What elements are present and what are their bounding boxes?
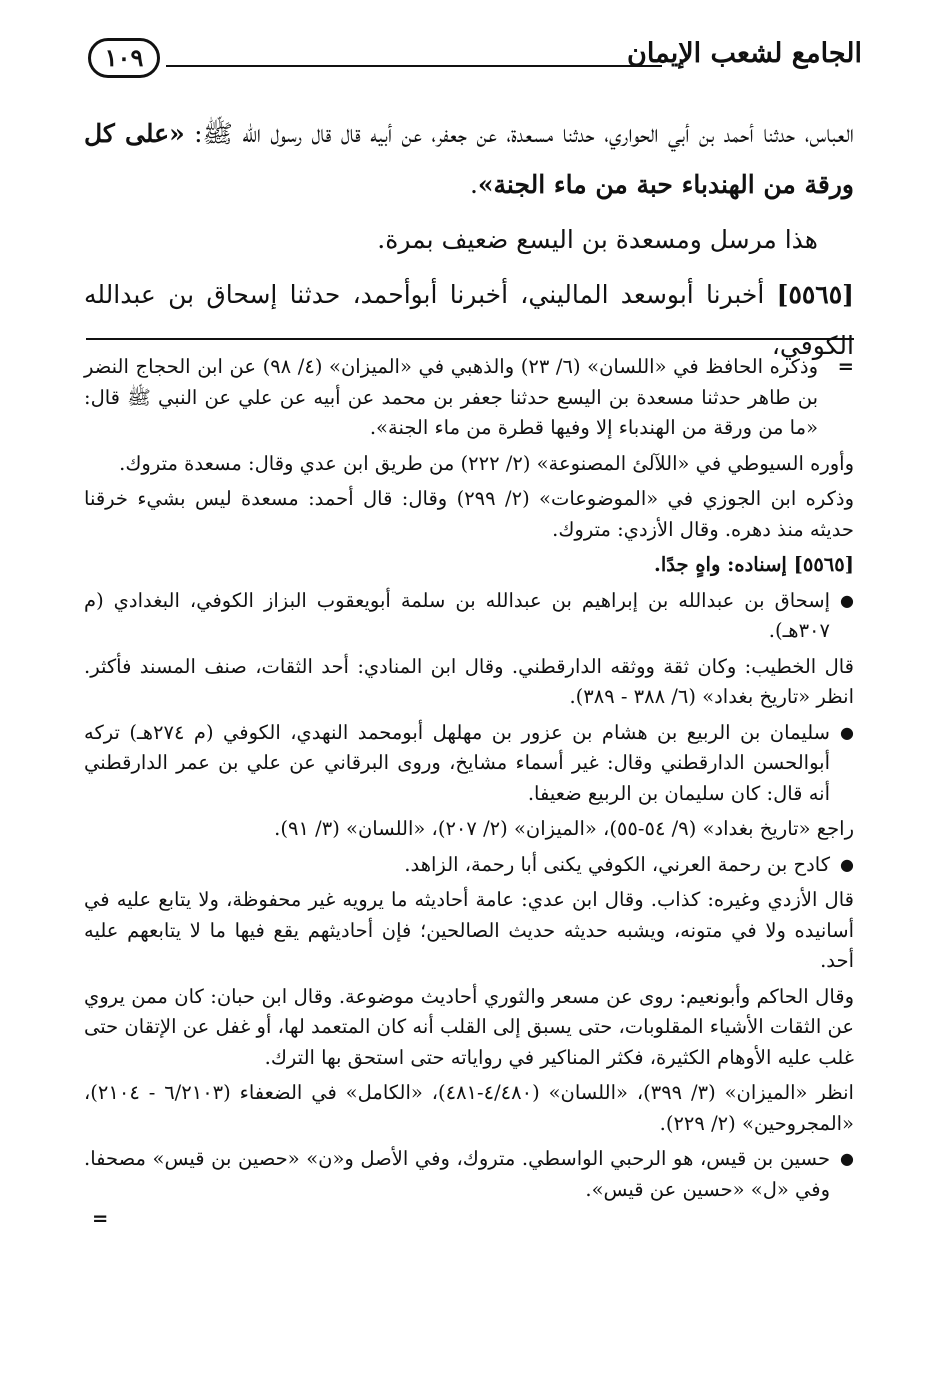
narrator-4: [84, 1144, 854, 1205]
page-header: [88, 28, 862, 88]
bullet-icon: ●: [840, 722, 854, 742]
main-text: [84, 108, 854, 371]
footnote-3: وذكره ابن الجوزي في «الموضوعات» (٢/ ٢٩٩) وقال: قال أحمد: مسعدة ليس بشيء خرقنا حديثه منذ دهره. وقال الأزدي: متروك.: [84, 487, 854, 541]
narrator-3-note-1: قال الأزدي وغيره: كذاب. وقال ابن عدي: عامة أحاديثه ما يرويه غير محفوظة، ولا يتابع عليه في أسانيده ولا في متونه، ويشبه حديثه حديث الصالحين؛ فإن أحاديثهم يقع فيها ما لا يتابعهم عليه أحد.: [84, 888, 854, 972]
hadith-text: «على كل ورقة من الهندباء حبة من ماء الجنة»: [84, 119, 854, 199]
hadith-number: [٥٥٦٥]: [776, 280, 854, 309]
main-paragraph-1-text: العباس، حدثنا أحمد بن أبي الحواري، حدثنا مسعدة، عن جعفر، عن أبيه قال قال رسول الله ﷺ:: [184, 119, 854, 148]
narrator-4-text: حسين بن قيس، هو الرحبي الواسطي. متروك، وفي الأصل و«ن» «حصين بن قيس» مصحفا. وفي «ل» «حسين عن قيس».: [84, 1147, 830, 1201]
narrator-2-note: راجع «تاريخ بغداد» (٩/ ٥٤-٥٥)، «الميزان» (٢/ ٢٠٧)، «اللسان» (٣/ ٩١).: [274, 817, 854, 840]
main-paragraph-1: [84, 108, 854, 210]
bullet-icon: ●: [840, 854, 854, 874]
continues-next-page-mark: =: [92, 1207, 109, 1230]
narrator-3-note-3: انظر «الميزان» (٣/ ٣٩٩)، «اللسان» (٤/٤٨٠-٤٨١)، «الكامل» في الضعفاء (٦/٢١٠٣ - ٢١٠٤)، «المجروحين» (٢/ ٢٢٩).: [84, 1081, 854, 1135]
main-paragraph-1-end: .: [469, 170, 478, 199]
continuation-mark: =: [837, 355, 854, 378]
header-rule: [166, 65, 662, 67]
footnote-continued: [84, 352, 854, 444]
isnad-heading: [٥٥٦٥] إسناده: واهٍ جدًا.: [654, 553, 854, 576]
running-title: الجامع لشعب الإيمان: [627, 38, 862, 69]
narrator-2: [84, 718, 854, 810]
narrator-3-text: كادح بن رحمة العرني، الكوفي يكنى أبا رحمة، الزاهد.: [404, 852, 830, 876]
narrator-3-note-2: وقال الحاكم وأبونعيم: روى عن مسعر والثوري أحاديث موضوعة. وقال ابن حبان: كان ممن يروي عن الثقات الأشياء المقلوبات، حتى يسبق إلى القلب أنه كان المتعمد لها، أو غفل عن الإتقان حتى غلب عليه الأوهام الكثيرة، فكثر المناكير في رواياته حتى استحق بها الترك.: [84, 984, 854, 1069]
main-paragraph-2: هذا مرسل ومسعدة بن اليسع ضعيف بمرة.: [377, 225, 818, 254]
narrator-1: [84, 586, 854, 647]
footnotes: [84, 352, 854, 1235]
narrator-1-text: إسحاق بن عبدالله بن إبراهيم بن عبدالله بن سلمة أبويعقوب البزاز الكوفي، البغدادي (م ٣٠٧هـ).: [84, 588, 830, 642]
narrator-3: [84, 850, 854, 881]
footnote-2: وأوره السيوطي في «اللآلئ المصنوعة» (٢/ ٢٢٢) من طريق ابن عدي وقال: مسعدة متروك.: [119, 451, 854, 475]
footnote-1-text: وذكره الحافظ في «اللسان» (٦/ ٢٣) والذهبي في «الميزان» (٤/ ٩٨) عن ابن الحجاج النضر بن طاهر حدثنا مسعدة بن اليسع حدثنا جعفر بن محمد عن أبيه عن علي عن النبي ﷺ قال: «ما من ورقة من الهندباء إلا وفيها قطرة من ماء الجنة».: [84, 355, 818, 439]
footnote-separator: [86, 338, 854, 340]
page-number: ١٠٩: [88, 38, 160, 78]
narrator-2-text: سليمان بن الربيع بن هشام بن عزور بن مهلهل أبومحمد النهدي، الكوفي (م ٢٧٤هـ) تركه أبوالحسن الدارقطني وقال: غير أسماء مشايخ، وروى البرقاني عن علي بن عمر الدارقطني أنه قال: كان سليمان بن الربيع ضعيفا.: [84, 720, 830, 805]
main-paragraph-3-text: أخبرنا أبوسعد الماليني، أخبرنا أبوأحمد، حدثنا إسحاق بن عبدالله الكوفي،: [84, 280, 854, 360]
bullet-icon: ●: [840, 590, 854, 610]
narrator-1-note: قال الخطيب: وكان ثقة ووثقه الدارقطني. وقال ابن المنادي: أحد الثقات، صنف المسند فأكثر. انظر «تاريخ بغداد» (٦/ ٣٨٨ - ٣٨٩).: [84, 654, 854, 708]
bullet-icon: ●: [840, 1149, 854, 1168]
